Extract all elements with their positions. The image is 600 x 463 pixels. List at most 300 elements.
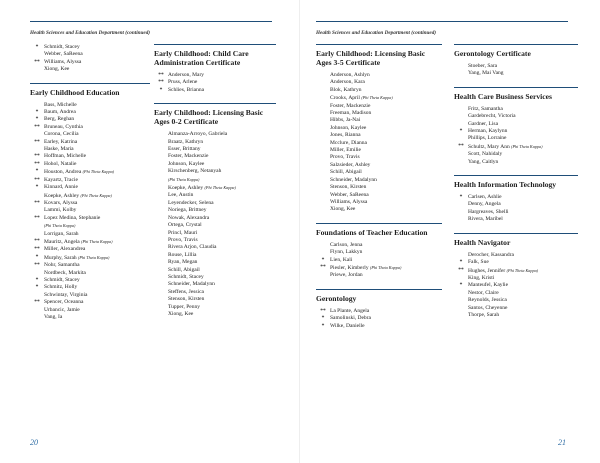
graduate-name: Kinnard, Annie <box>44 184 78 191</box>
graduate-entry <box>30 184 150 191</box>
graduate-entry <box>316 117 442 124</box>
graduate-name: Jones, Rianna <box>330 132 361 139</box>
section-rule <box>454 87 578 88</box>
graduate-name: Schmitz, Holly <box>44 284 78 291</box>
graduate-name: Schmidt, Stacey <box>44 44 80 50</box>
graduate-entry <box>316 140 442 147</box>
graduate-entry <box>454 252 578 259</box>
graduate-name: Reynolds, Jessica <box>468 297 507 304</box>
graduate-name: Urbancic, Jamie <box>44 306 80 313</box>
graduate-entry <box>154 281 276 288</box>
graduate-name: Xiong, Kee <box>330 206 356 213</box>
graduate-name: Herman, Kaylynn <box>468 128 508 135</box>
graduate-entry <box>154 304 276 311</box>
graduate-name: Piesler, Kimberly <box>330 264 369 271</box>
graduate-entry <box>154 296 276 303</box>
graduate-entry <box>316 79 442 86</box>
graduate-entry <box>316 264 442 272</box>
graduate-name: Houston, Andrea <box>44 169 82 176</box>
column <box>316 44 442 339</box>
graduate-entry <box>30 109 150 116</box>
column <box>454 44 578 328</box>
section-rule <box>30 83 150 84</box>
honor-mark: ** <box>34 58 40 65</box>
graduate-entry <box>454 106 578 113</box>
page-number: 20 <box>30 438 38 447</box>
graduate-entry <box>154 311 276 318</box>
graduate-name: Phillips, Lorraine <box>468 135 507 142</box>
top-rule <box>316 21 568 22</box>
section-title: Health Information Technology <box>454 180 557 190</box>
graduate-name: Derocher, Kassandra <box>468 251 514 258</box>
graduate-entry <box>30 192 150 200</box>
section-title: Gerontology Certificate <box>454 49 531 58</box>
graduate-entry <box>454 128 578 135</box>
graduate-name: Murphy, Sarah <box>44 254 77 261</box>
graduate-name: Hibbs, Ja-Nai <box>330 117 361 124</box>
honor-mark: * <box>35 44 39 50</box>
graduate-name: Hughes, Jennifer <box>468 267 506 274</box>
graduate-entry <box>30 284 150 291</box>
section-rule <box>454 175 578 176</box>
graduate-name: Lopez Medina, Stephanie <box>44 214 101 221</box>
graduate-name: Mauritz, Angela <box>44 238 80 245</box>
graduate-name: Falk, Sue <box>468 259 489 266</box>
graduate-entry <box>154 230 276 237</box>
graduate-entry <box>316 315 442 322</box>
graduate-entry <box>454 143 578 151</box>
graduate-entry <box>154 131 276 138</box>
honor-mark: ** <box>34 214 40 221</box>
graduate-name: Foster, Mackenzie <box>330 102 371 109</box>
graduate-name: Stenson, Kirsten <box>168 296 205 303</box>
graduate-entry <box>454 209 578 216</box>
graduate-name: Williams, Alyssa <box>330 198 368 205</box>
graduate-name: Schmidt, Stacey <box>168 273 204 280</box>
graduate-entry <box>454 121 578 128</box>
graduate-name: Koepke, Ashley <box>168 185 204 192</box>
honor-mark: ** <box>34 123 40 130</box>
graduate-entry <box>154 168 276 175</box>
honor-mark: ** <box>458 266 464 273</box>
graduate-entry <box>316 177 442 184</box>
graduate-name: Hoffman, Michelle <box>44 153 87 160</box>
graduate-name: Noriega, Brittney <box>168 207 207 214</box>
right-page <box>300 0 600 463</box>
graduate-entry <box>316 110 442 117</box>
honor-society: (Phi Theta Kappa) <box>80 192 112 198</box>
honor-mark: * <box>459 259 463 266</box>
honor-society: (Phi Theta Kappa) <box>168 176 200 182</box>
graduate-name: Denny, Angela <box>468 201 501 208</box>
section <box>454 87 578 166</box>
graduate-name: Koepke, Ashley <box>44 192 80 199</box>
graduate-entry <box>316 162 442 169</box>
graduate-entry <box>316 249 442 256</box>
graduate-name: Miller, Emilie <box>330 147 361 154</box>
graduate-name: Nestor, Claire <box>468 289 499 296</box>
graduate-name: Carlson, Jenna <box>330 241 363 248</box>
graduate-entry <box>454 201 578 208</box>
section-rule <box>316 289 442 290</box>
graduate-entry <box>316 169 442 176</box>
graduate-name: Schneider, Madalynn <box>330 176 377 183</box>
section-title: Health Care Business Services <box>454 91 552 101</box>
graduate-entry <box>30 200 150 207</box>
graduate-name: Schill, Abigail <box>168 266 200 273</box>
graduate-entry <box>316 87 442 94</box>
graduate-entry <box>30 215 150 222</box>
graduate-name: Kayartz, Tracie <box>44 176 78 183</box>
graduate-entry <box>454 159 578 166</box>
graduate-entry <box>30 51 150 58</box>
section <box>316 44 442 214</box>
honor-mark: * <box>35 253 39 260</box>
honor-mark: * <box>159 86 163 93</box>
graduate-name: Bass, Michelle <box>44 101 77 108</box>
honor-mark: * <box>35 109 39 116</box>
section-title: Health Navigator <box>454 237 511 247</box>
graduate-name: Schneider, Madalynn <box>168 281 215 288</box>
graduate-entry <box>316 132 442 139</box>
running-header: Health Sciences and Education Department (continued) <box>316 30 437 36</box>
graduate-name: Lee, Austin <box>168 192 194 199</box>
graduate-name: Schill, Abigail <box>330 169 362 176</box>
graduate-name: Lammi, Kolby <box>44 207 77 214</box>
graduate-entry <box>454 297 578 304</box>
graduate-name: Schultz, Mary Ann <box>468 143 510 150</box>
graduate-entry <box>454 194 578 201</box>
graduate-name: Freeman, Madison <box>330 110 372 117</box>
graduate-name: Almanza-Arroyo, Gabriela <box>168 131 228 138</box>
graduate-name: Schwintay, Virginia <box>44 291 88 298</box>
graduate-name: Williams, Alyssa <box>44 58 82 65</box>
graduate-name: Crooks, April <box>330 95 360 102</box>
section <box>454 44 578 78</box>
honor-mark: ** <box>34 199 40 206</box>
honor-mark: * <box>321 322 325 329</box>
section <box>316 289 442 330</box>
graduate-name: Hargreaves, Shelli <box>468 208 509 215</box>
running-header: Health Sciences and Education Department (continued) <box>30 30 151 36</box>
graduate-name: Rivera Arjon, Claudia <box>168 244 217 251</box>
graduate-name: Schmidt, Stacey <box>44 276 80 283</box>
section-title: Early Childhood: Licensing Basic Ages 3-5 Certificate <box>316 49 426 67</box>
honor-mark: ** <box>320 307 326 314</box>
graduate-entry <box>154 87 276 94</box>
graduate-entry <box>454 282 578 289</box>
graduate-name: Tupper, Penny <box>168 303 200 310</box>
graduate-entry <box>154 200 276 207</box>
graduate-name: Anderson, Ashlyn <box>330 72 370 78</box>
honor-society: (Phi Theta Kappa) <box>78 254 110 260</box>
graduate-entry <box>316 125 442 132</box>
honor-mark: ** <box>158 79 164 86</box>
graduate-name: Gardner, Lisa <box>468 120 499 127</box>
section <box>454 233 578 320</box>
honor-mark: * <box>35 168 39 175</box>
graduate-entry <box>30 153 150 160</box>
graduate-name: Yang, Mai Vang <box>468 70 504 77</box>
graduate-name: Stenson, Kirsten <box>330 184 367 191</box>
graduate-entry <box>154 215 276 222</box>
top-rule <box>30 21 272 22</box>
graduate-entry <box>316 72 442 79</box>
section-rule <box>454 233 578 234</box>
graduate-name: Kirschenberg, Netanyah <box>168 168 222 175</box>
section <box>154 44 276 94</box>
section-rule <box>454 44 578 45</box>
graduate-entry <box>154 267 276 274</box>
section-title: Gerontology <box>316 293 357 303</box>
graduate-name: Xiong, Kee <box>168 310 194 317</box>
graduate-entry <box>454 267 578 275</box>
honor-mark: ** <box>34 246 40 253</box>
column <box>30 44 150 330</box>
graduate-entry <box>316 154 442 161</box>
graduate-entry <box>454 151 578 158</box>
graduate-entry <box>30 161 150 168</box>
graduate-entry <box>30 262 150 269</box>
graduate-entry <box>30 59 150 66</box>
graduate-entry <box>154 192 276 199</box>
graduate-name: Braatz, Kathryn <box>168 138 204 145</box>
graduate-name: Rivera, Maribel <box>468 216 503 223</box>
graduate-name: Ortega, Crystal <box>168 222 202 229</box>
graduate-name: Schlies, Brianna <box>168 86 205 93</box>
graduate-entry <box>30 168 150 176</box>
graduate-name: Xiong, Kee <box>44 66 70 73</box>
graduate-name: Leyendecker, Selena <box>168 199 214 206</box>
graduate-entry <box>30 231 150 238</box>
graduate-name: Samolinski, Debra <box>330 315 371 322</box>
section-title: Early Childhood: Licensing Basic Ages 0-2 Certificate <box>154 108 264 127</box>
graduate-name: Webber, SaReena <box>44 51 83 58</box>
graduate-name: Provo, Travis <box>330 154 360 161</box>
graduate-name: Nohr, Samantha <box>44 262 80 269</box>
graduate-name: Hohol, Natalie <box>44 160 77 167</box>
honor-mark: ** <box>34 299 40 306</box>
graduate-name: Princl, Mauri <box>168 229 198 236</box>
graduate-name: Provo, Travis <box>168 236 198 243</box>
graduate-entry <box>30 238 150 246</box>
graduate-name: Johnson, Kaylee <box>330 124 367 131</box>
graduate-entry <box>154 289 276 296</box>
graduate-name: Blok, Kathryn <box>330 86 362 93</box>
graduate-entry <box>30 299 150 306</box>
graduate-entry <box>154 244 276 251</box>
graduate-entry <box>454 70 578 77</box>
graduate-name: Webber, SaReena <box>330 191 369 198</box>
graduate-entry <box>154 207 276 214</box>
graduate-entry <box>30 307 150 314</box>
honor-society: (Phi Theta Kappa) <box>506 267 539 273</box>
graduate-entry <box>30 270 150 277</box>
graduate-entry <box>30 292 150 299</box>
graduate-name: Fritz, Samantha <box>468 105 503 112</box>
graduate-entry <box>316 103 442 110</box>
section <box>30 83 150 322</box>
honor-mark: ** <box>34 153 40 160</box>
graduate-name: King, Kristi <box>468 274 495 281</box>
graduate-name: Haske, Maria <box>44 146 74 153</box>
honor-society: (Phi Theta Kappa) <box>81 238 113 244</box>
graduate-entry <box>316 199 442 206</box>
graduate-name: Flynn, Lakkyn <box>330 249 363 256</box>
honor-mark: ** <box>34 138 40 145</box>
section-title: Foundations of Teacher Education <box>316 227 428 237</box>
graduate-entry <box>316 242 442 249</box>
graduate-entry <box>454 305 578 312</box>
honor-society: (Phi Theta Kappa) <box>204 185 236 191</box>
section <box>316 223 442 280</box>
graduate-name: Santos, Cheyenne <box>468 304 508 311</box>
graduate-entry <box>154 274 276 281</box>
graduate-name: Mcclure, Dianna <box>330 139 367 146</box>
honor-mark: * <box>35 116 39 123</box>
honor-mark: * <box>35 184 39 191</box>
honor-mark: * <box>459 194 463 201</box>
honor-society: (Phi Theta Kappa) <box>44 223 76 229</box>
honor-mark: ** <box>158 72 164 78</box>
graduate-name: Steffens, Jessica <box>168 288 204 295</box>
graduate-name: Vang, Ia <box>44 314 63 320</box>
graduate-entry <box>154 176 276 184</box>
graduate-name: Thorpe, Sarah <box>468 311 500 318</box>
graduate-entry <box>154 153 276 160</box>
graduate-name: La Plante, Angela <box>330 307 370 314</box>
graduate-name: Anderson, Kara <box>330 79 365 86</box>
honor-mark: * <box>321 315 325 322</box>
section-rule <box>154 103 276 104</box>
graduate-entry <box>154 139 276 146</box>
graduate-name: Ryan, Megan <box>168 259 198 266</box>
graduate-name: Nordbeck, Markita <box>44 269 86 276</box>
graduate-name: Lien, Kali <box>330 256 353 263</box>
graduate-entry <box>154 146 276 153</box>
graduate-entry <box>454 135 578 142</box>
honor-society: (Phi Theta Kappa) <box>82 169 115 175</box>
graduate-name: Bruneau, Cynthia <box>44 123 83 130</box>
graduate-entry <box>30 207 150 214</box>
graduate-entry <box>454 259 578 266</box>
section-rule <box>316 223 442 224</box>
honor-mark: * <box>321 256 325 263</box>
graduate-entry <box>316 272 442 279</box>
graduate-entry <box>454 113 578 120</box>
graduate-entry <box>316 94 442 102</box>
graduate-entry <box>154 237 276 244</box>
honor-mark: ** <box>458 142 464 149</box>
graduate-name: Lorrigan, Sarah <box>44 230 79 237</box>
graduate-entry <box>454 63 578 70</box>
graduate-entry <box>30 131 150 138</box>
graduate-name: Miller, Alexandrea <box>44 246 86 253</box>
graduate-name: Salzsieder, Ashley <box>330 161 371 168</box>
page-number: 21 <box>558 438 566 447</box>
graduate-name: Priewe, Jordan <box>330 272 363 279</box>
graduate-name: Pruss, Arlene <box>168 79 198 86</box>
graduate-name: Yang, Caitlyn <box>468 158 499 165</box>
graduate-name: Rouse, Lillia <box>168 251 197 258</box>
graduate-entry <box>154 252 276 259</box>
graduate-entry <box>454 312 578 319</box>
section <box>30 44 150 74</box>
graduate-entry <box>30 277 150 284</box>
honor-society: (Phi Theta Kappa) <box>511 143 543 149</box>
graduate-entry <box>154 79 276 86</box>
graduate-entry <box>316 192 442 199</box>
graduate-entry <box>30 254 150 262</box>
honor-mark: * <box>459 282 463 289</box>
section-title: Early Childhood: Child Care Administration Certificate <box>154 49 249 67</box>
honor-mark: * <box>35 276 39 283</box>
graduate-entry <box>30 66 150 73</box>
graduate-name: Berg, Reghan <box>44 116 75 123</box>
section-title: Early Childhood Education <box>30 87 120 97</box>
graduate-entry <box>154 222 276 229</box>
section-rule <box>316 44 442 45</box>
graduate-entry <box>154 259 276 266</box>
graduate-entry <box>30 177 150 184</box>
graduate-entry <box>316 323 442 330</box>
graduate-entry <box>454 290 578 297</box>
graduate-entry <box>316 206 442 213</box>
graduate-name: Anderson, Mary <box>168 72 205 78</box>
honor-mark: ** <box>320 263 326 270</box>
graduate-name: Baum, Andrea <box>44 109 76 116</box>
graduate-name: Carlsen, Ashlie <box>468 194 502 201</box>
graduate-entry <box>154 72 276 79</box>
column <box>154 44 276 327</box>
graduate-entry <box>30 102 150 109</box>
graduate-entry <box>30 44 150 51</box>
graduate-entry <box>30 314 150 321</box>
graduate-name: Johnson, Kaylee <box>168 160 205 167</box>
graduate-name: Earley, Katrina <box>44 138 78 145</box>
honor-mark: ** <box>34 237 40 244</box>
honor-mark: ** <box>34 262 40 269</box>
graduate-entry <box>316 257 442 264</box>
graduate-entry <box>316 147 442 154</box>
graduate-name: Esser, Brittany <box>168 146 201 153</box>
section-rule <box>154 44 276 45</box>
graduate-entry <box>154 161 276 168</box>
honor-mark: ** <box>34 160 40 167</box>
honor-mark: ** <box>34 176 40 183</box>
graduate-name: Nowak, Alexandra <box>168 214 210 221</box>
section <box>454 175 578 224</box>
honor-society: (Phi Theta Kappa) <box>361 95 393 101</box>
graduate-entry <box>30 116 150 123</box>
graduate-name: Spencer, Oceanna <box>44 299 84 306</box>
graduate-name: Kovars, Alyssa <box>44 199 78 206</box>
graduate-name: Foster, Mackenzie <box>168 153 209 160</box>
section <box>154 103 276 318</box>
graduate-name: Corona, Cecilia <box>44 131 79 138</box>
graduate-name: Gardebrecht, Victoria <box>468 113 516 120</box>
graduate-entry <box>30 246 150 253</box>
graduate-name: Manteufel, Kaylie <box>468 282 509 289</box>
graduate-entry <box>30 139 150 146</box>
honor-society: (Phi Theta Kappa) <box>369 264 402 270</box>
graduate-entry <box>316 184 442 191</box>
graduate-name: Stoeber, Sara <box>468 63 498 69</box>
graduate-name: Wilke, Danielle <box>330 322 365 329</box>
graduate-entry <box>316 308 442 315</box>
honor-mark: * <box>459 128 463 135</box>
graduate-entry <box>30 222 150 230</box>
